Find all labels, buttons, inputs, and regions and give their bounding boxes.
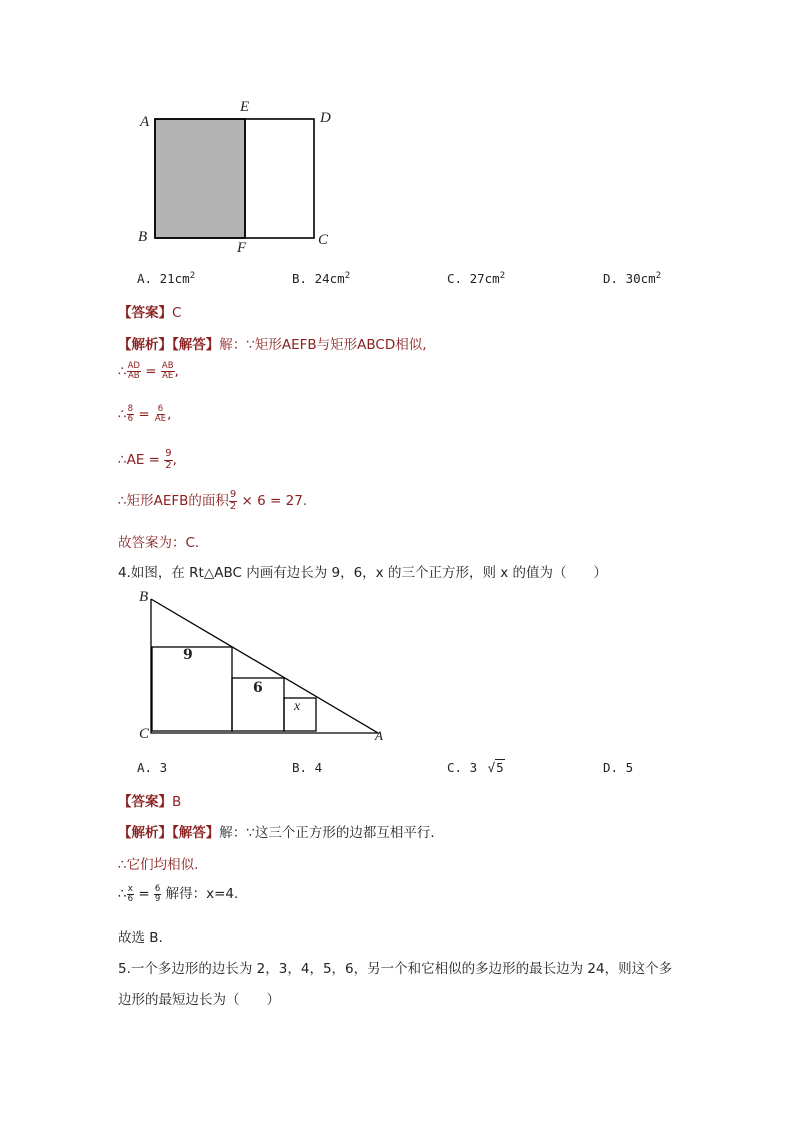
label-square-x: x	[294, 699, 301, 714]
q3-step-1: ∴ $\frac{AD}{AB}$ = $\frac{AB}{AE}$ ,	[118, 361, 179, 381]
q3-step-3: ∴AE = $\frac{9}{2}$ ,	[118, 448, 177, 471]
label-c-triangle: C	[139, 726, 150, 742]
q3-answer: 【答案】C	[118, 305, 182, 321]
q3-option-a: A. $21cm^2$	[137, 271, 196, 287]
q4-option-d: D. 5	[603, 760, 634, 775]
q4-option-a: A. 3	[137, 760, 168, 775]
q4-step-1: ∴它们均相似.	[118, 857, 199, 873]
label-d: D	[320, 110, 331, 126]
label-square-6: 6	[253, 680, 263, 696]
q5-question-line-2: 边形的最短边长为（ ）	[118, 992, 280, 1008]
q4-question: 4.如图，在 Rt△ABC 内画有边长为 9，6，x 的三个正方形，则 x 的值为（ ）	[118, 565, 608, 581]
sqrt-icon: √	[487, 760, 496, 775]
label-b: B	[138, 229, 148, 245]
q4-conclusion: 故选 B.	[118, 930, 163, 946]
q3-option-b: B. $24cm^2$	[292, 271, 351, 287]
q3-analysis: 【解析】【解答】解：∵矩形AEFB与矩形ABCD相似,	[118, 337, 427, 353]
q4-answer: 【答案】B	[118, 794, 182, 810]
q3-option-c: C. $27cm^2$	[447, 271, 506, 287]
label-a: A	[140, 114, 150, 130]
label-a-triangle: A	[375, 728, 383, 743]
q5-question-line-1: 5.一个多边形的边长为 2，3，4，5，6，另一个和它相似的多边形的最长边为 24，则这个多	[118, 961, 673, 977]
label-f: F	[237, 240, 247, 256]
q4-step-2: ∴ $\frac{x}{6}$ = $\frac{6}{9}$ 解得：x=4.	[118, 883, 239, 904]
label-e: E	[240, 99, 250, 115]
q3-option-d: D. $30cm^2$	[603, 271, 662, 287]
q3-step-4: ∴矩形AEFB的面积 $\frac{9}{2}$ × 6 = 27.	[118, 489, 308, 512]
triangle-abc	[151, 599, 378, 733]
q3-step-2: ∴ $\frac{8}{6}$ = $\frac{6}{AE}$ ,	[118, 404, 172, 424]
label-c: C	[318, 232, 329, 248]
label-square-9: 9	[183, 647, 193, 663]
q3-conclusion: 故答案为：C.	[118, 535, 200, 551]
q4-option-b: B. 4	[292, 760, 323, 775]
label-b-triangle: B	[139, 589, 149, 605]
q4-option-c: C. 3 √5	[447, 760, 504, 775]
q4-analysis: 【解析】【解答】解：∵这三个正方形的边都互相平行.	[118, 825, 435, 841]
